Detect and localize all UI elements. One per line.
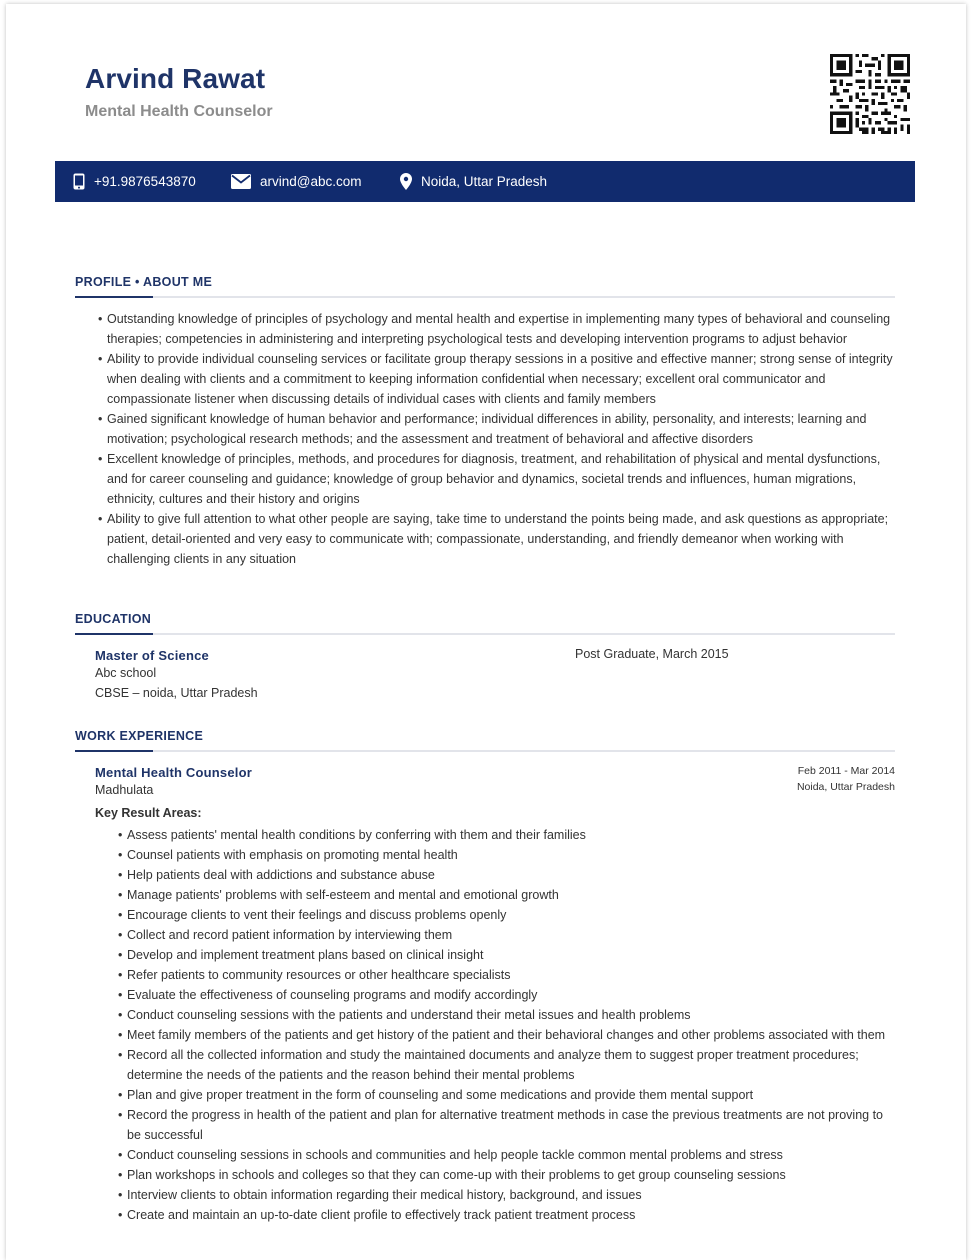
list-item: • Help patients deal with addictions and substance abuse — [127, 865, 897, 885]
mobile-phone-icon — [73, 173, 85, 190]
qr-code-icon — [830, 54, 910, 134]
education-level-date: Post Graduate, March 2015 — [575, 647, 729, 661]
contact-email — [231, 161, 362, 202]
location-text: Noida, Uttar Pradesh — [421, 174, 548, 189]
job-company: Madhulata — [95, 783, 154, 797]
list-item: • Record all the collected information and study the maintained documents and analyze them to suggest proper treatment procedures; determine the needs of the patients and the reason behind their mental problems — [127, 1045, 897, 1085]
list-item: • Develop and implement treatment plans based on clinical insight — [127, 945, 897, 965]
profile-heading: PROFILE • ABOUT ME — [75, 275, 895, 298]
list-item: • Ability to provide individual counseling services or facilitate group therapy sessions in a positive and effective manner; strong sense of integrity when dealing with clients and a commitment to keeping information confidential when necessary; excellent oral communicator and compassionate listener when discussing details of individual cases with clients and family members — [107, 349, 897, 409]
job-location: Noida, Uttar Pradesh — [796, 781, 895, 793]
list-item: • Evaluate the effectiveness of counseling programs and modify accordingly — [127, 985, 897, 1005]
list-item: • Conduct counseling sessions with the patients and understand their metal issues and health problems — [127, 1005, 897, 1025]
list-item: • Interview clients to obtain information regarding their medical history, background, and issues — [127, 1185, 897, 1205]
contact-phone — [73, 161, 196, 202]
degree-title: Master of Science — [95, 648, 209, 663]
school-name: Abc school — [95, 666, 157, 680]
education-section — [75, 612, 895, 708]
list-item: • Plan and give proper treatment in the form of counseling and some medications and provide them mental support — [127, 1085, 897, 1105]
candidate-role: Mental Health Counselor — [85, 103, 273, 120]
list-item: • Meet family members of the patients and get history of the patient and their behavioral changes and other problems associated with them — [127, 1025, 897, 1045]
list-item: • Create and maintain an up-to-date client profile to effectively track patient treatment process — [127, 1205, 897, 1225]
list-item: • Record the progress in health of the patient and plan for alternative treatment methods in case the previous treatments are not proving to be successful — [127, 1105, 897, 1145]
phone-text: +91.9876543870 — [94, 174, 196, 189]
kra-label: Key Result Areas: — [95, 806, 202, 820]
kra-list — [127, 825, 897, 1225]
list-item: • Excellent knowledge of principles, methods, and procedures for diagnosis, treatment, and rehabilitation of physical and mental dysfunctions, and for career counseling and guidance; knowledge of group behavior and dynamics, societal trends and influences, human migrations, ethnicity, cultures and their history and origins — [107, 449, 897, 509]
map-pin-icon — [400, 173, 412, 190]
education-heading: EDUCATION — [75, 612, 895, 635]
job-entry — [95, 765, 895, 1225]
list-item: • Gained significant knowledge of human behavior and performance; individual differences in ability, personality, and interests; learning and motivation; psychological research methods; and the assessment and treatment of behavioral and affective disorders — [107, 409, 897, 449]
resume-page — [6, 4, 966, 1260]
list-item: • Outstanding knowledge of principles of psychology and mental health and expertise in implementing many types of behavioral and counseling therapies; competencies in administering and interpreting psychological tests and developing intervention programs to adjust behavior — [107, 309, 897, 349]
candidate-name: Arvind Rawat — [85, 63, 266, 94]
experience-heading: WORK EXPERIENCE — [75, 729, 895, 752]
list-item: • Assess patients' mental health conditions by conferring with them and their families — [127, 825, 897, 845]
envelope-icon — [231, 174, 251, 189]
contact-location — [400, 161, 547, 202]
contact-bar — [55, 161, 915, 202]
list-item: • Refer patients to community resources or other healthcare specialists — [127, 965, 897, 985]
list-item: • Counsel patients with emphasis on promoting mental health — [127, 845, 897, 865]
email-text: arvind@abc.com — [260, 174, 362, 189]
education-entry — [95, 648, 895, 708]
list-item: • Plan workshops in schools and colleges so that they can come-up with their problems to get group counseling sessions — [127, 1165, 897, 1185]
list-item: • Manage patients' problems with self-esteem and mental and emotional growth — [127, 885, 897, 905]
profile-section — [75, 275, 895, 569]
experience-section — [75, 729, 895, 1225]
job-dates: Feb 2011 - Mar 2014 — [797, 765, 895, 777]
board-name: CBSE – noida, Uttar Pradesh — [95, 686, 258, 700]
list-item: • Encourage clients to vent their feelings and discuss problems openly — [127, 905, 897, 925]
list-item: • Conduct counseling sessions in schools and communities and help people tackle common mental problems and stress — [127, 1145, 897, 1165]
list-item: • Ability to give full attention to what other people are saying, take time to understand the points being made, and ask questions as appropriate; patient, detail-oriented and very easy to communicate with; compassionate, understanding, and friendly demeanor when working with challenging clients in any situation — [107, 509, 897, 569]
job-meta — [797, 763, 895, 795]
profile-list — [107, 309, 897, 569]
job-title: Mental Health Counselor — [95, 765, 253, 780]
list-item: • Collect and record patient information by interviewing them — [127, 925, 897, 945]
